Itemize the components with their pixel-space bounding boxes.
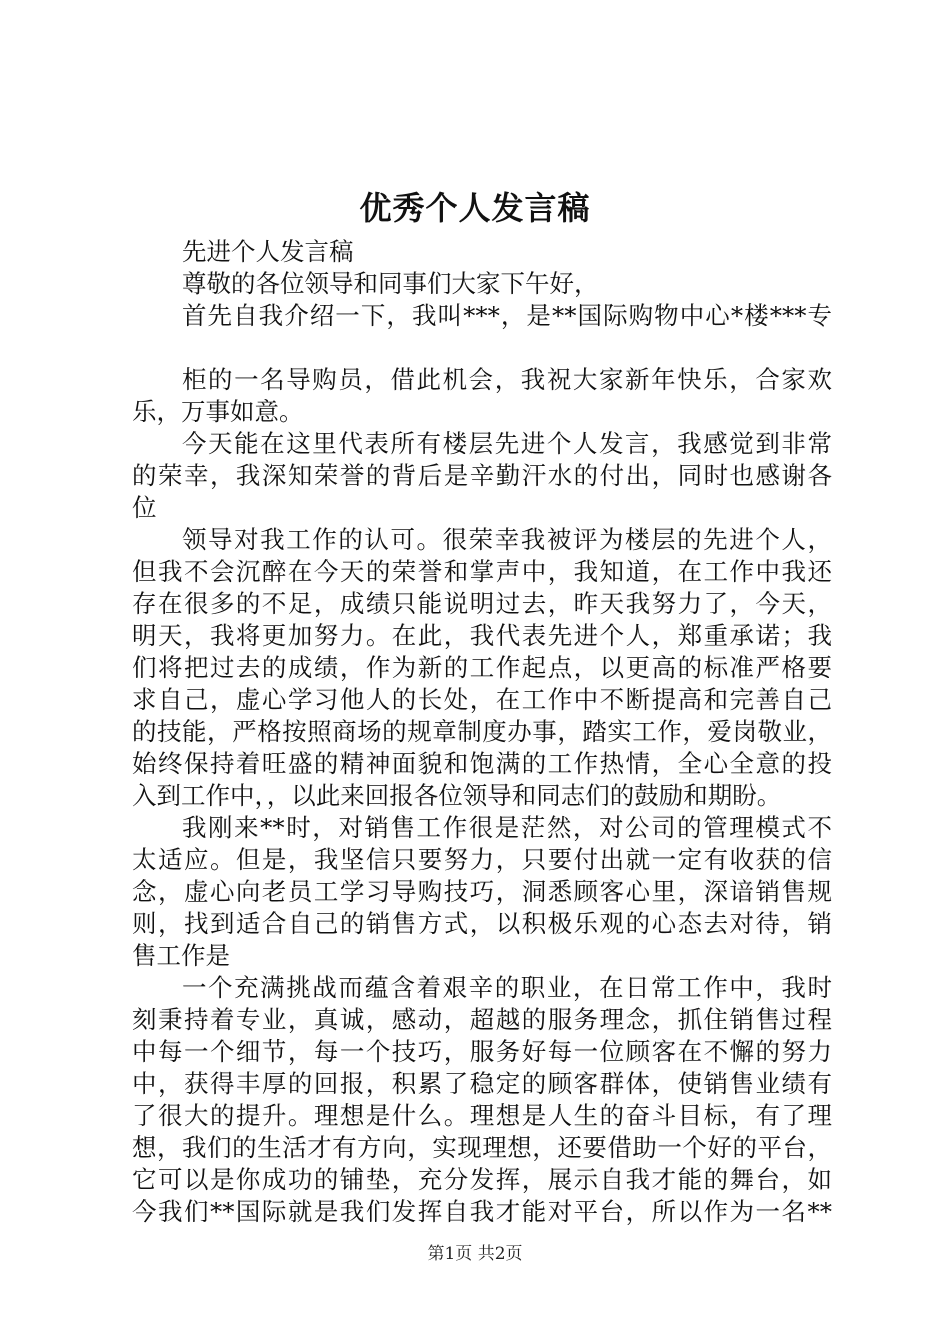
text-line: 一个充满挑战而蕴含着艰辛的职业，在日常工作中，我时 — [182, 973, 832, 1002]
text-line: 它可以是你成功的铺垫，充分发挥，展示自我才能的舞台，如 — [132, 1165, 832, 1194]
text-line: 今天能在这里代表所有楼层先进个人发言，我感觉到非常 — [182, 429, 832, 458]
text-line: 想，我们的生活才有方向，实现理想，还要借助一个好的平台， — [132, 1133, 832, 1162]
text-line: 柜的一名导购员，借此机会，我祝大家新年快乐，合家欢 — [182, 365, 832, 394]
text-line: 但我不会沉醉在今天的荣誉和掌声中，我知道，在工作中我还 — [132, 557, 832, 586]
text-line: 始终保持着旺盛的精神面貌和饱满的工作热情，全心全意的投 — [132, 749, 832, 778]
text-line: 明天，我将更加努力。在此，我代表先进个人，郑重承诺；我 — [132, 621, 832, 650]
text-line: 先进个人发言稿 — [182, 237, 354, 266]
blank-line — [132, 332, 832, 364]
text-line: 刻秉持着专业，真诚，感动，超越的服务理念，抓住销售过程 — [132, 1005, 832, 1034]
text-line: 了很大的提升。理想是什么。理想是人生的奋斗目标，有了理 — [132, 1101, 832, 1130]
text-line: 的荣幸，我深知荣誉的背后是辛勤汗水的付出，同时也感谢各 — [132, 461, 832, 490]
text-line: 尊敬的各位领导和同事们大家下午好， — [182, 269, 599, 298]
text-line: 存在很多的不足，成绩只能说明过去，昨天我努力了，今天， — [132, 589, 832, 618]
text-line: 入到工作中，，以此来回报各位领导和同志们的鼓励和期盼。 — [132, 781, 782, 810]
text-line: 乐，万事如意。 — [132, 397, 304, 426]
text-line: 售工作是 — [132, 941, 230, 970]
text-line: 领导对我工作的认可。很荣幸我被评为楼层的先进个人， — [182, 525, 832, 554]
text-line: 求自己，虚心学习他人的长处，在工作中不断提高和完善自己 — [132, 685, 832, 714]
document-body — [132, 236, 832, 1228]
text-line: 们将把过去的成绩，作为新的工作起点，以更高的标准严格要 — [132, 653, 832, 682]
text-line: 首先自我介绍一下，我叫***，是**国际购物中心*楼***专 — [182, 301, 832, 330]
text-line: 中每一个细节，每一个技巧，服务好每一位顾客在不懈的努力 — [132, 1037, 832, 1066]
text-line: 中，获得丰厚的回报，积累了稳定的顾客群体，使销售业绩有 — [132, 1069, 832, 1098]
text-line: 太适应。但是，我坚信只要努力，只要付出就一定有收获的信 — [132, 845, 832, 874]
text-line: 则，找到适合自己的销售方式，以积极乐观的心态去对待，销 — [132, 909, 832, 938]
text-line: 位 — [132, 493, 157, 522]
page-footer: 第1页 共2页 — [427, 1244, 523, 1264]
text-line: 的技能，严格按照商场的规章制度办事，踏实工作，爱岗敬业， — [132, 717, 832, 746]
text-line: 我刚来**时，对销售工作很是茫然，对公司的管理模式不 — [182, 813, 832, 842]
text-line: 今我们**国际就是我们发挥自我才能对平台，所以作为一名** — [132, 1197, 832, 1226]
text-line: 念，虚心向老员工学习导购技巧，洞悉顾客心里，深谙销售规 — [132, 877, 832, 906]
document-title: 优秀个人发言稿 — [359, 189, 591, 227]
